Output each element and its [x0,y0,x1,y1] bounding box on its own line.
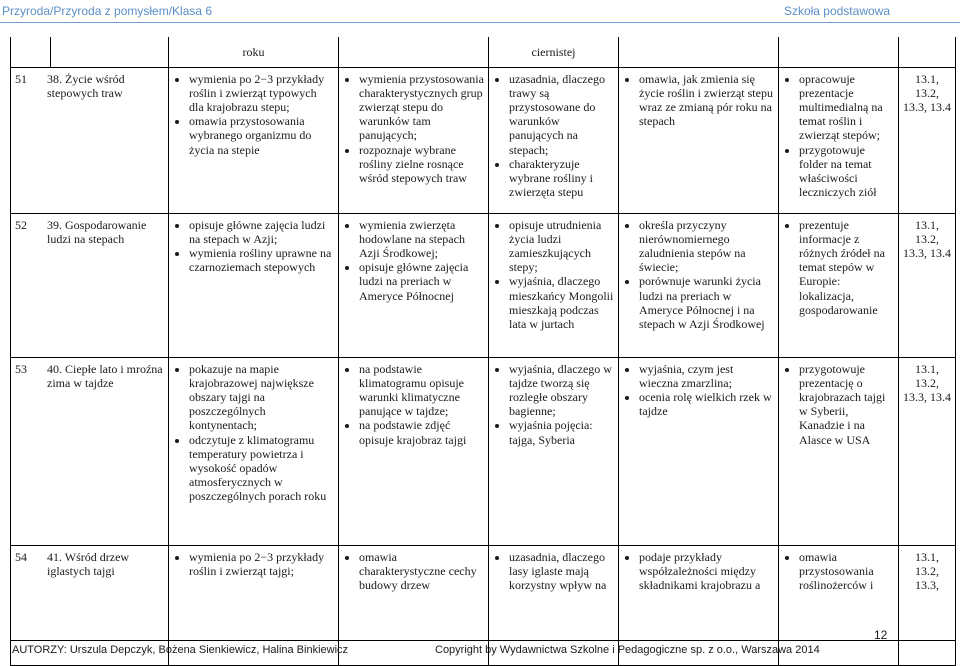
header-school-level: Szkoła podstawowa [783,4,890,18]
requirements-list [623,218,774,332]
curriculum-refs: 13.1, 13.2, 13.3, 13.4 [899,213,956,357]
cell [619,37,779,67]
requirements-list [623,362,774,419]
lesson-number: 52 [15,217,27,232]
requirements-list [493,72,614,200]
footer-copyright: Copyright by Wydawnictwa Szkolne i Pedagogiczne sp. z o.o., Warszawa 2014 [435,644,820,656]
requirements-list [783,362,894,447]
requirements-cell-col3 [169,213,339,357]
requirement-item: • przygotowuje prezentację o krajobrazach tajgi w Syberii, Kanadzie i na Alasce w USA [799,362,894,447]
page-footer [0,620,960,658]
table-row [11,357,956,545]
requirement-item: • opisuje główne zajęcia ludzi na stepach w Azji; [189,218,334,246]
requirements-list [783,550,894,593]
requirement-item: • porównuje warunki życia ludzi na preriach w Ameryce Północnej i na stepach w Azji Środkowej [639,274,774,331]
requirements-list [783,72,894,200]
lesson-topic: 40. Ciepłe lato i mroźna zima w tajdze [47,361,163,390]
table-row [11,213,956,357]
requirements-list [343,72,484,186]
requirements-list [493,362,614,447]
requirements-cell-col7 [779,213,899,357]
curriculum-refs: 13.1, 13.2, 13.3, 13.4 [899,67,956,213]
cell [51,37,169,67]
requirement-item: • wymienia zwierzęta hodowlane na stepach Azji Środkowej; [359,218,484,261]
requirements-list [623,72,774,129]
header-divider [0,22,960,23]
requirements-list [173,72,334,157]
requirement-item: • wymienia po 2−3 przykłady roślin i zwierząt typowych dla krajobrazu stepu; [189,72,334,115]
requirements-cell-col4 [339,213,489,357]
requirement-item: • omawia, jak zmienia się życie roślin i zwierząt stepu wraz ze zmianą pór roku na stepach [639,72,774,129]
header-course-path: Przyroda/Przyroda z pomysłem/Klasa 6 [2,4,213,18]
requirements-cell-col6 [619,213,779,357]
requirements-cell-col6 [619,357,779,545]
requirement-item: • ocenia rolę wielkich rzek w tajdze [639,390,774,418]
requirement-item: • pokazuje na mapie krajobrazowej największe obszary tajgi na poszczególnych kontynentach; [189,362,334,433]
requirement-item: • uzasadnia, dlaczego lasy iglaste mają korzystny wpływ na [509,550,614,593]
cell [339,37,489,67]
page-number: 12 [874,628,888,642]
curriculum-table [10,37,956,666]
requirements-list [343,550,484,593]
footer-authors: AUTORZY: Urszula Depczyk, Bożena Sienkiewicz, Halina Binkiewicz [12,644,349,656]
cell: roku [169,37,339,67]
requirements-cell-col5 [489,67,619,213]
requirements-list [623,550,774,593]
requirement-item: • charakteryzuje wybrane rośliny i zwierzęta stepu [509,157,614,200]
requirements-cell-col5 [489,213,619,357]
requirements-list [173,218,334,275]
requirements-list [173,362,334,504]
requirement-item: • opisuje główne zajęcia ludzi na preriach w Ameryce Północnej [359,260,484,303]
requirement-item: • podaje przykłady współzależności między składnikami krajobrazu a [639,550,774,593]
requirements-list [343,362,484,447]
requirements-cell-col4 [339,357,489,545]
lesson-number: 53 [15,361,27,376]
lesson-cell [11,67,169,213]
requirements-list [783,218,894,317]
requirement-item: • opracowuje prezentacje multimedialną na temat roślin i zwierząt stepów; [799,72,894,143]
requirement-item: • omawia przystosowania roślinożerców i [799,550,894,593]
requirement-item: • wyjaśnia, dlaczego w tajdze tworzą się rozległe obszary bagienne; [509,362,614,419]
cell [11,37,51,67]
requirements-cell-col3 [169,357,339,545]
lesson-number: 54 [15,549,27,564]
requirement-item: • uzasadnia, dlaczego trawy są przystosowane do warunków panujących na stepach; [509,72,614,157]
requirement-item: • wymienia przystosowania charakterystycznych grup zwierząt stepu do warunków tam panujących; [359,72,484,143]
requirements-cell-col7 [779,67,899,213]
lesson-cell [11,357,169,545]
requirements-cell-col4 [339,67,489,213]
requirements-list [493,550,614,593]
lesson-topic: 39. Gospodarowanie ludzi na stepach [47,217,147,246]
requirement-item: • wyjaśnia, dlaczego mieszkańcy Mongolii mieszkają podczas lata w jurtach [509,274,614,331]
lesson-cell [11,213,169,357]
requirement-item: • odczytuje z klimatogramu temperatury powietrza i wysokość opadów atmosferycznych w poszczególnych porach roku [189,433,334,504]
cell: ciernistej [489,37,619,67]
lesson-topic: 38. Życie wśród stepowych traw [47,71,125,100]
requirements-cell-col6 [619,67,779,213]
requirement-item: • na podstawie klimatogramu opisuje warunki klimatyczne panujące w tajdze; [359,362,484,419]
requirement-item: • rozpoznaje wybrane rośliny zielne rosnące wśród stepowych traw [359,143,484,186]
requirements-list [493,218,614,332]
footer-divider [10,640,955,641]
table-row [11,67,956,213]
requirement-item: • na podstawie zdjęć opisuje krajobraz tajgi [359,418,484,446]
requirement-item: • prezentuje informacje z różnych źródeł na temat stepów w Europie: lokalizacja, gospodarowanie [799,218,894,317]
requirement-item: • wyjaśnia pojęcia: tajga, Syberia [509,418,614,446]
requirement-item: • wymienia po 2−3 przykłady roślin i zwierząt tajgi; [189,550,334,578]
requirements-list [173,550,334,578]
requirement-item: • wymienia rośliny uprawne na czarnoziemach stepowych [189,246,334,274]
requirement-item: • opisuje utrudnienia życia ludzi zamieszkujących stepy; [509,218,614,275]
requirements-list [343,218,484,303]
cell [899,37,956,67]
requirements-cell-col7 [779,357,899,545]
requirement-item: • określa przyczyny nierównomiernego zaludnienia stepów na świecie; [639,218,774,275]
requirement-item: • omawia charakterystyczne cechy budowy drzew [359,550,484,593]
requirement-item: • przygotowuje folder na temat właściwości leczniczych ziół [799,143,894,200]
requirement-item: • wyjaśnia, czym jest wieczna zmarzlina; [639,362,774,390]
requirements-cell-col5 [489,357,619,545]
cell [779,37,899,67]
page-header [0,0,960,24]
requirement-item: • omawia przystosowania wybranego organizmu do życia na stepie [189,114,334,157]
lesson-topic: 41. Wśród drzew iglastych tajgi [47,549,130,578]
curriculum-refs: 13.1, 13.2, 13.3, [899,545,956,665]
lesson-number: 51 [15,71,27,86]
curriculum-refs: 13.1, 13.2, 13.3, 13.4 [899,357,956,545]
table-row-continued [11,37,956,67]
requirements-cell-col3 [169,67,339,213]
